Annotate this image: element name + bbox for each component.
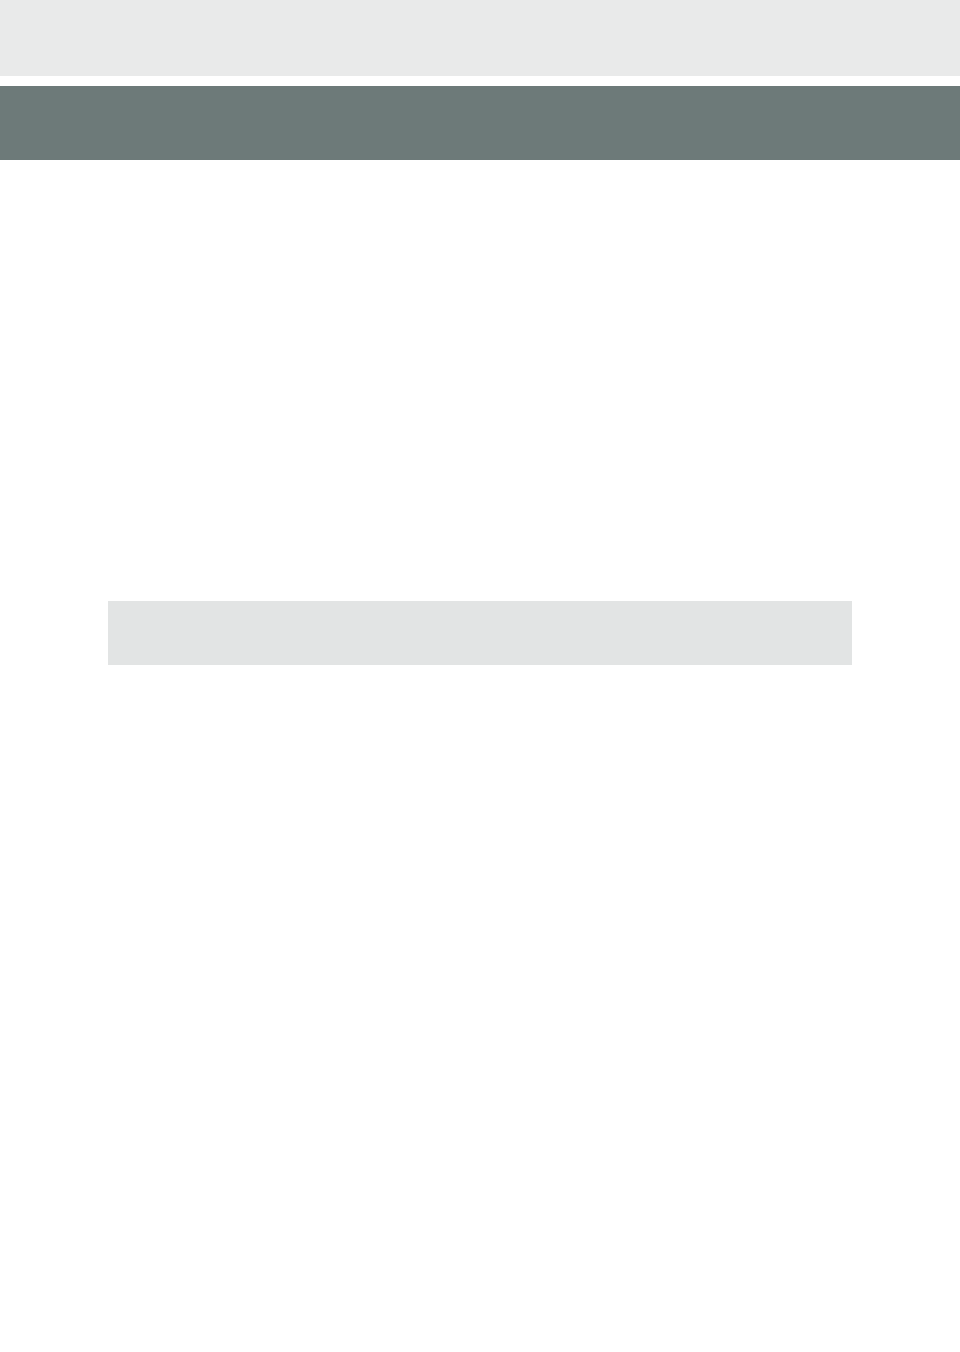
illustration-band <box>0 86 960 160</box>
section-header <box>108 601 852 665</box>
header-band <box>0 0 960 76</box>
